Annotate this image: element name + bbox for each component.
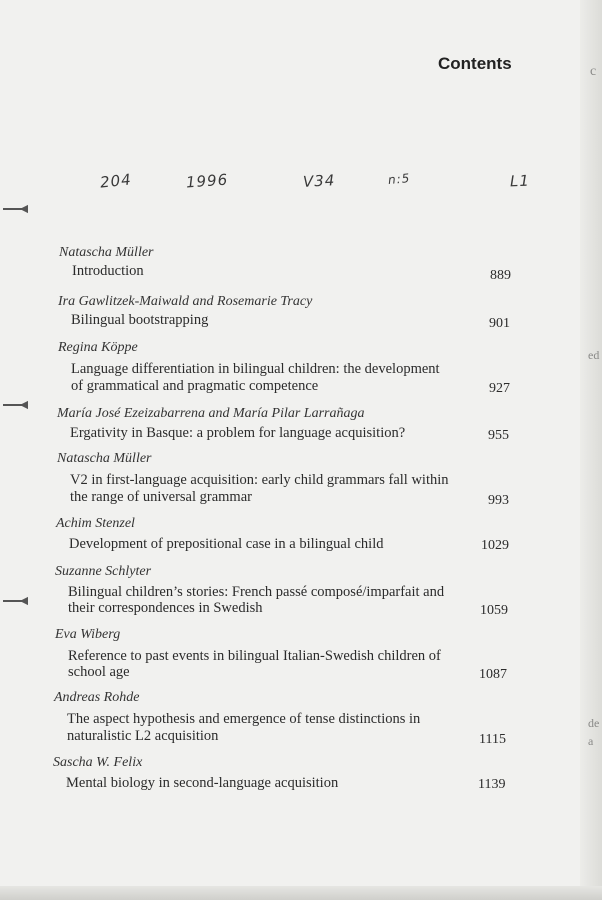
binding-mark-icon [2,596,28,606]
handwritten-note: 204 [99,170,133,192]
entry-title: Ergativity in Basque: a problem for language acquisition? [70,425,406,441]
entry-page: 955 [488,428,509,443]
entry-title: their correspondences in Swedish [68,600,263,616]
handwritten-note: V34 [302,171,336,191]
entry-page: 1087 [479,667,507,682]
entry-author: Eva Wiberg [55,627,121,642]
page-title: Contents [438,54,512,73]
entry-author: Natascha Müller [59,245,154,260]
entry-page: 1029 [481,538,509,553]
bleed-through-mark: a [588,734,594,748]
entry-author: Sascha W. Felix [53,755,143,770]
entry-page: 889 [490,268,511,283]
entry-page: 993 [488,493,509,508]
entry-page: 1115 [479,732,506,747]
entry-author: Achim Stenzel [56,516,135,531]
entry-author: Ira Gawlitzek-Maiwald and Rosemarie Tracy [58,294,313,309]
binding-mark-icon [2,400,28,410]
entry-page: 901 [489,316,510,331]
binding-mark-icon [2,204,28,214]
entry-author: María José Ezeizabarrena and María Pilar Larrañaga [57,406,365,421]
entry-title: the range of universal grammar [70,489,252,505]
entry-author: Suzanne Schlyter [55,564,152,579]
entry-author: Regina Köppe [58,340,138,355]
entry-title: Bilingual children’s stories: French passé composé/imparfait and [68,584,445,600]
handwritten-note: 1996 [185,170,229,192]
entry-author: Andreas Rohde [54,690,140,705]
entry-title: Mental biology in second-language acquisition [66,775,339,791]
handwritten-note: L1 [509,171,531,191]
entry-title: Introduction [72,263,144,279]
entry-page: 1059 [480,603,508,618]
page-edge-bottom [0,886,602,900]
entry-page: 1139 [478,777,506,792]
entry-title: V2 in first-language acquisition: early child grammars fall within [70,472,449,488]
bleed-through-mark: de [588,716,600,730]
bleed-through-mark: ed [588,348,600,362]
entry-title: Reference to past events in bilingual Italian-Swedish children of [68,648,441,664]
entry-title: school age [68,664,130,680]
entry-title: Language differentiation in bilingual children: the development [71,361,440,377]
entry-title: naturalistic L2 acquisition [67,728,219,744]
entry-page: 927 [489,381,510,396]
entry-title: Development of prepositional case in a bilingual child [69,536,384,552]
page-edge [580,0,602,900]
entry-title: Bilingual bootstrapping [71,312,209,328]
entry-title: of grammatical and pragmatic competence [71,378,319,394]
entry-title: The aspect hypothesis and emergence of tense distinctions in [67,711,421,727]
handwritten-note: n:5 [387,171,411,187]
bleed-through-mark: c [590,64,597,79]
entry-author: Natascha Müller [57,451,152,466]
